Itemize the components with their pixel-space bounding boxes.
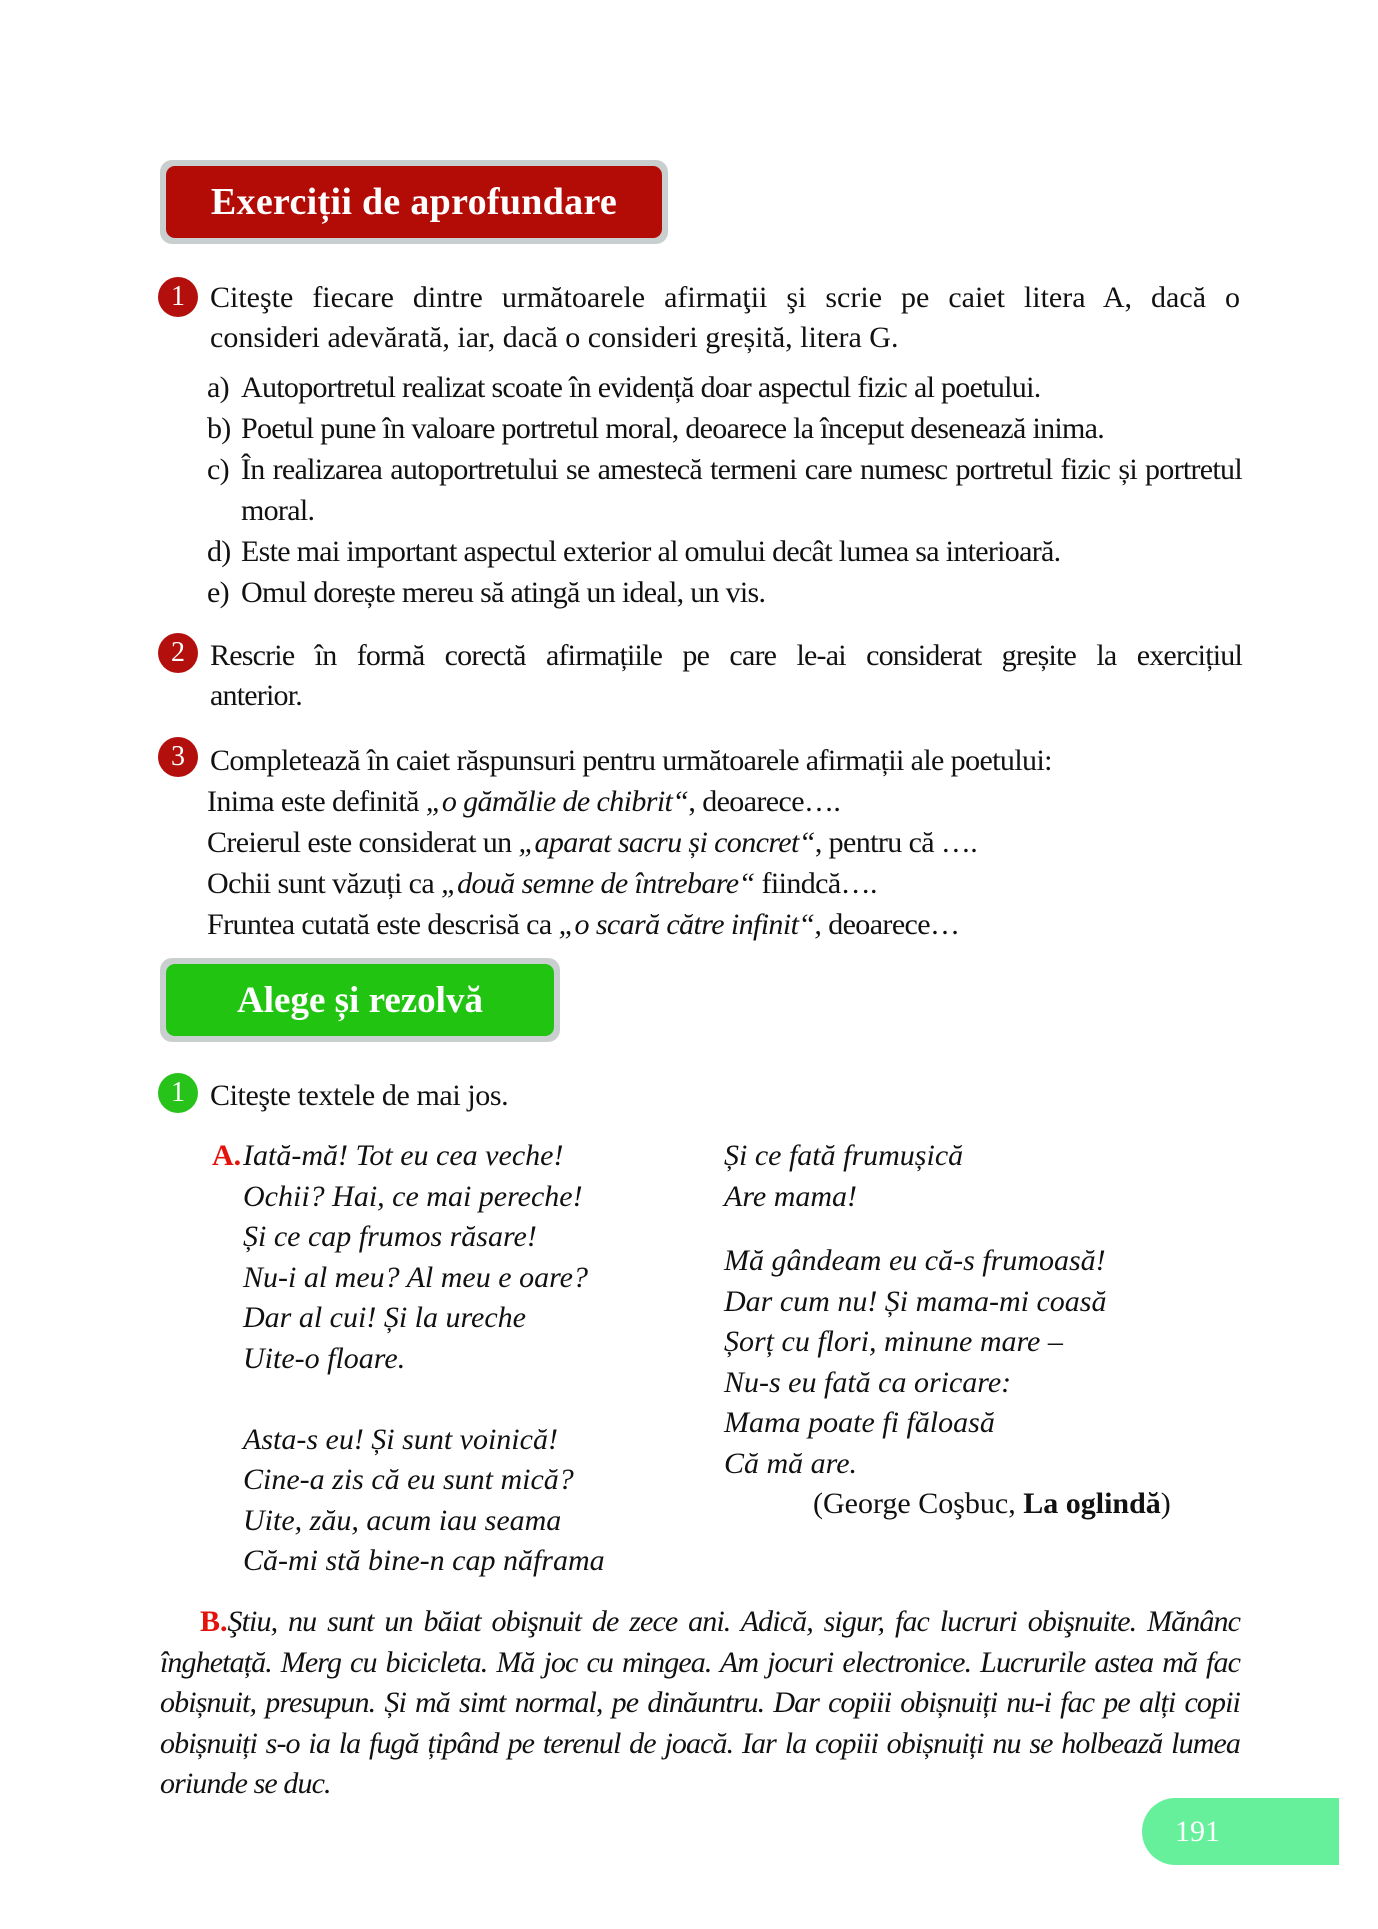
instruction-line: Citeşte fiecare dintre următoarele afirmaţii şi scrie pe caiet litera A, dacă o [210, 281, 1240, 314]
quote-text: „două semne de întrebare“ [441, 867, 755, 900]
completion-line [207, 822, 1247, 863]
list-item [207, 531, 1242, 572]
poem-attribution [813, 1484, 1171, 1524]
line-text: , pentru că …. [814, 826, 978, 859]
line-text: Ochii sunt văzuți ca [207, 867, 441, 900]
item-text: Este mai important aspectul exterior al omului decât lumea sa interioară. [241, 535, 1061, 568]
completion-line [207, 904, 1247, 945]
quote-text: „o gămălie de chibrit“ [425, 785, 689, 818]
section-title: Alege și rezolvă [166, 964, 554, 1036]
list-item [207, 367, 1242, 408]
poem-right-column-stanza-2 [724, 1241, 1106, 1484]
exercise-number-badge: 1 [158, 277, 198, 317]
poem-line: Și ce fată frumușică [724, 1139, 964, 1172]
list-item [207, 572, 1242, 613]
poem-line: Nu-s eu fată ca oricare: [724, 1365, 1012, 1399]
poem-line: Că-mi stă bine-n cap năframa [243, 1544, 605, 1577]
instruction-line: consideri adevărată, iar, dacă o consideri greșită, litera G. [210, 321, 899, 354]
exercise-3-content [207, 740, 1247, 945]
poem-line: Dar cum nu! Și mama-mi coasă [724, 1284, 1107, 1318]
poem-line: Mama poate fi făloasă [724, 1406, 995, 1439]
poem-left-column [243, 1136, 605, 1582]
item-label: e) [207, 576, 229, 609]
poem-line: Are mama! [724, 1179, 858, 1213]
section-banner-exercitii [160, 160, 668, 244]
attribution-close: ) [1160, 1487, 1171, 1520]
exercise-1-instruction [210, 278, 1240, 358]
item-text: Poetul pune în valoare portretul moral, deoarece la început desenează inima. [241, 412, 1105, 445]
exercise-number-badge: 2 [158, 633, 198, 673]
poem-line: Și ce cap frumos răsare! [243, 1220, 537, 1253]
statement-list [207, 367, 1242, 613]
text-b-body: Ştiu, nu sunt un băiat obişnuit de zece ani. Adică, sigur, fac lucruri obişnuite. Mănânc înghetață. Merg cu bicicleta. Mă joc cu mingea. Am jocuri electronice. Lucrurile astea mă fac obișnuit, presupun. Și mă simt normal, pe dinăuntru. Dar copiii obișnuiți nu-i fac pe alți copii obișnuiți s-o ia la fugă țipând pe terenul de joacă. Iar la copiii obișnuiți nu se holbează lumea oriunde se duc. [160, 1605, 1240, 1800]
section-title: Exerciții de aprofundare [166, 166, 662, 238]
page-number-badge: 191 [1142, 1798, 1339, 1865]
line-text: Creierul este considerat un [207, 826, 519, 859]
text-a-label: A. [212, 1139, 242, 1172]
exercise-number-badge: 3 [158, 737, 198, 777]
poem-line: Șorț cu flori, minune mare – [724, 1325, 1063, 1358]
poem-line: Mă gândeam eu că-s frumoasă! [724, 1244, 1106, 1277]
instruction-line: Rescrie în formă corectă afirmațiile pe care le-ai considerat greșite la exercițiul [210, 639, 1242, 672]
poem-line: Că mă are. [724, 1446, 858, 1480]
instruction-line: Completează în caiet răspunsuri pentru următoarele afirmații ale poetului: [210, 744, 1052, 777]
poem-line: Uite, zău, acum iau seama [243, 1503, 562, 1537]
poem-stanza-break [243, 1379, 605, 1420]
line-text: fiindcă…. [754, 867, 877, 900]
text-b-label: B. [200, 1605, 228, 1638]
item-label: c) [207, 453, 229, 486]
line-text: deoarece… [821, 908, 960, 941]
exercise-2-instruction [210, 636, 1242, 716]
list-item [207, 449, 1242, 531]
attribution-title: La oglindă [1023, 1487, 1161, 1520]
poem-line: Cine-a zis că eu sunt mică? [243, 1463, 574, 1496]
exercise-instruction: Citeşte textele de mai jos. [210, 1079, 509, 1112]
item-label: b) [207, 412, 231, 445]
item-text: Omul dorește mereu să atingă un ideal, un vis. [241, 576, 766, 609]
poem-right-column-stanza-1 [724, 1136, 963, 1217]
list-item [207, 408, 1242, 449]
poem-line: Nu-i al meu? Al meu e oare? [243, 1260, 588, 1294]
attribution-author: (George Coşbuc, [813, 1487, 1024, 1520]
quote-text: „o scară către infinit“, [558, 908, 822, 941]
line-text: , deoarece…. [688, 785, 841, 818]
poem-line: Iată-mă! Tot eu cea veche! [243, 1139, 564, 1172]
line-text: Fruntea cutată este descrisă ca [207, 908, 559, 941]
exercise-number-badge: 1 [158, 1073, 198, 1113]
poem-line: Dar al cui! Și la ureche [243, 1301, 526, 1334]
poem-line: Asta-s eu! Și sunt voinică! [243, 1422, 558, 1456]
poem-line: Ochii? Hai, ce mai pereche! [243, 1179, 583, 1213]
text-b-paragraph [160, 1602, 1240, 1805]
completion-line [207, 863, 1247, 904]
item-label: d) [207, 535, 231, 568]
item-label: a) [207, 371, 229, 404]
line-text: Inima este definită [207, 785, 426, 818]
item-text: Autoportretul realizat scoate în evidență doar aspectul fizic al poetului. [241, 371, 1041, 404]
quote-text: „aparat sacru și concret“ [518, 826, 815, 859]
item-text: În realizarea autoportretului se amestecă termeni care numesc portretul fizic și portretul moral. [241, 453, 1242, 527]
instruction-line: anterior. [210, 679, 302, 712]
poem-line: Uite-o floare. [243, 1341, 406, 1375]
completion-line [207, 781, 1247, 822]
section-banner-alege [160, 958, 560, 1042]
